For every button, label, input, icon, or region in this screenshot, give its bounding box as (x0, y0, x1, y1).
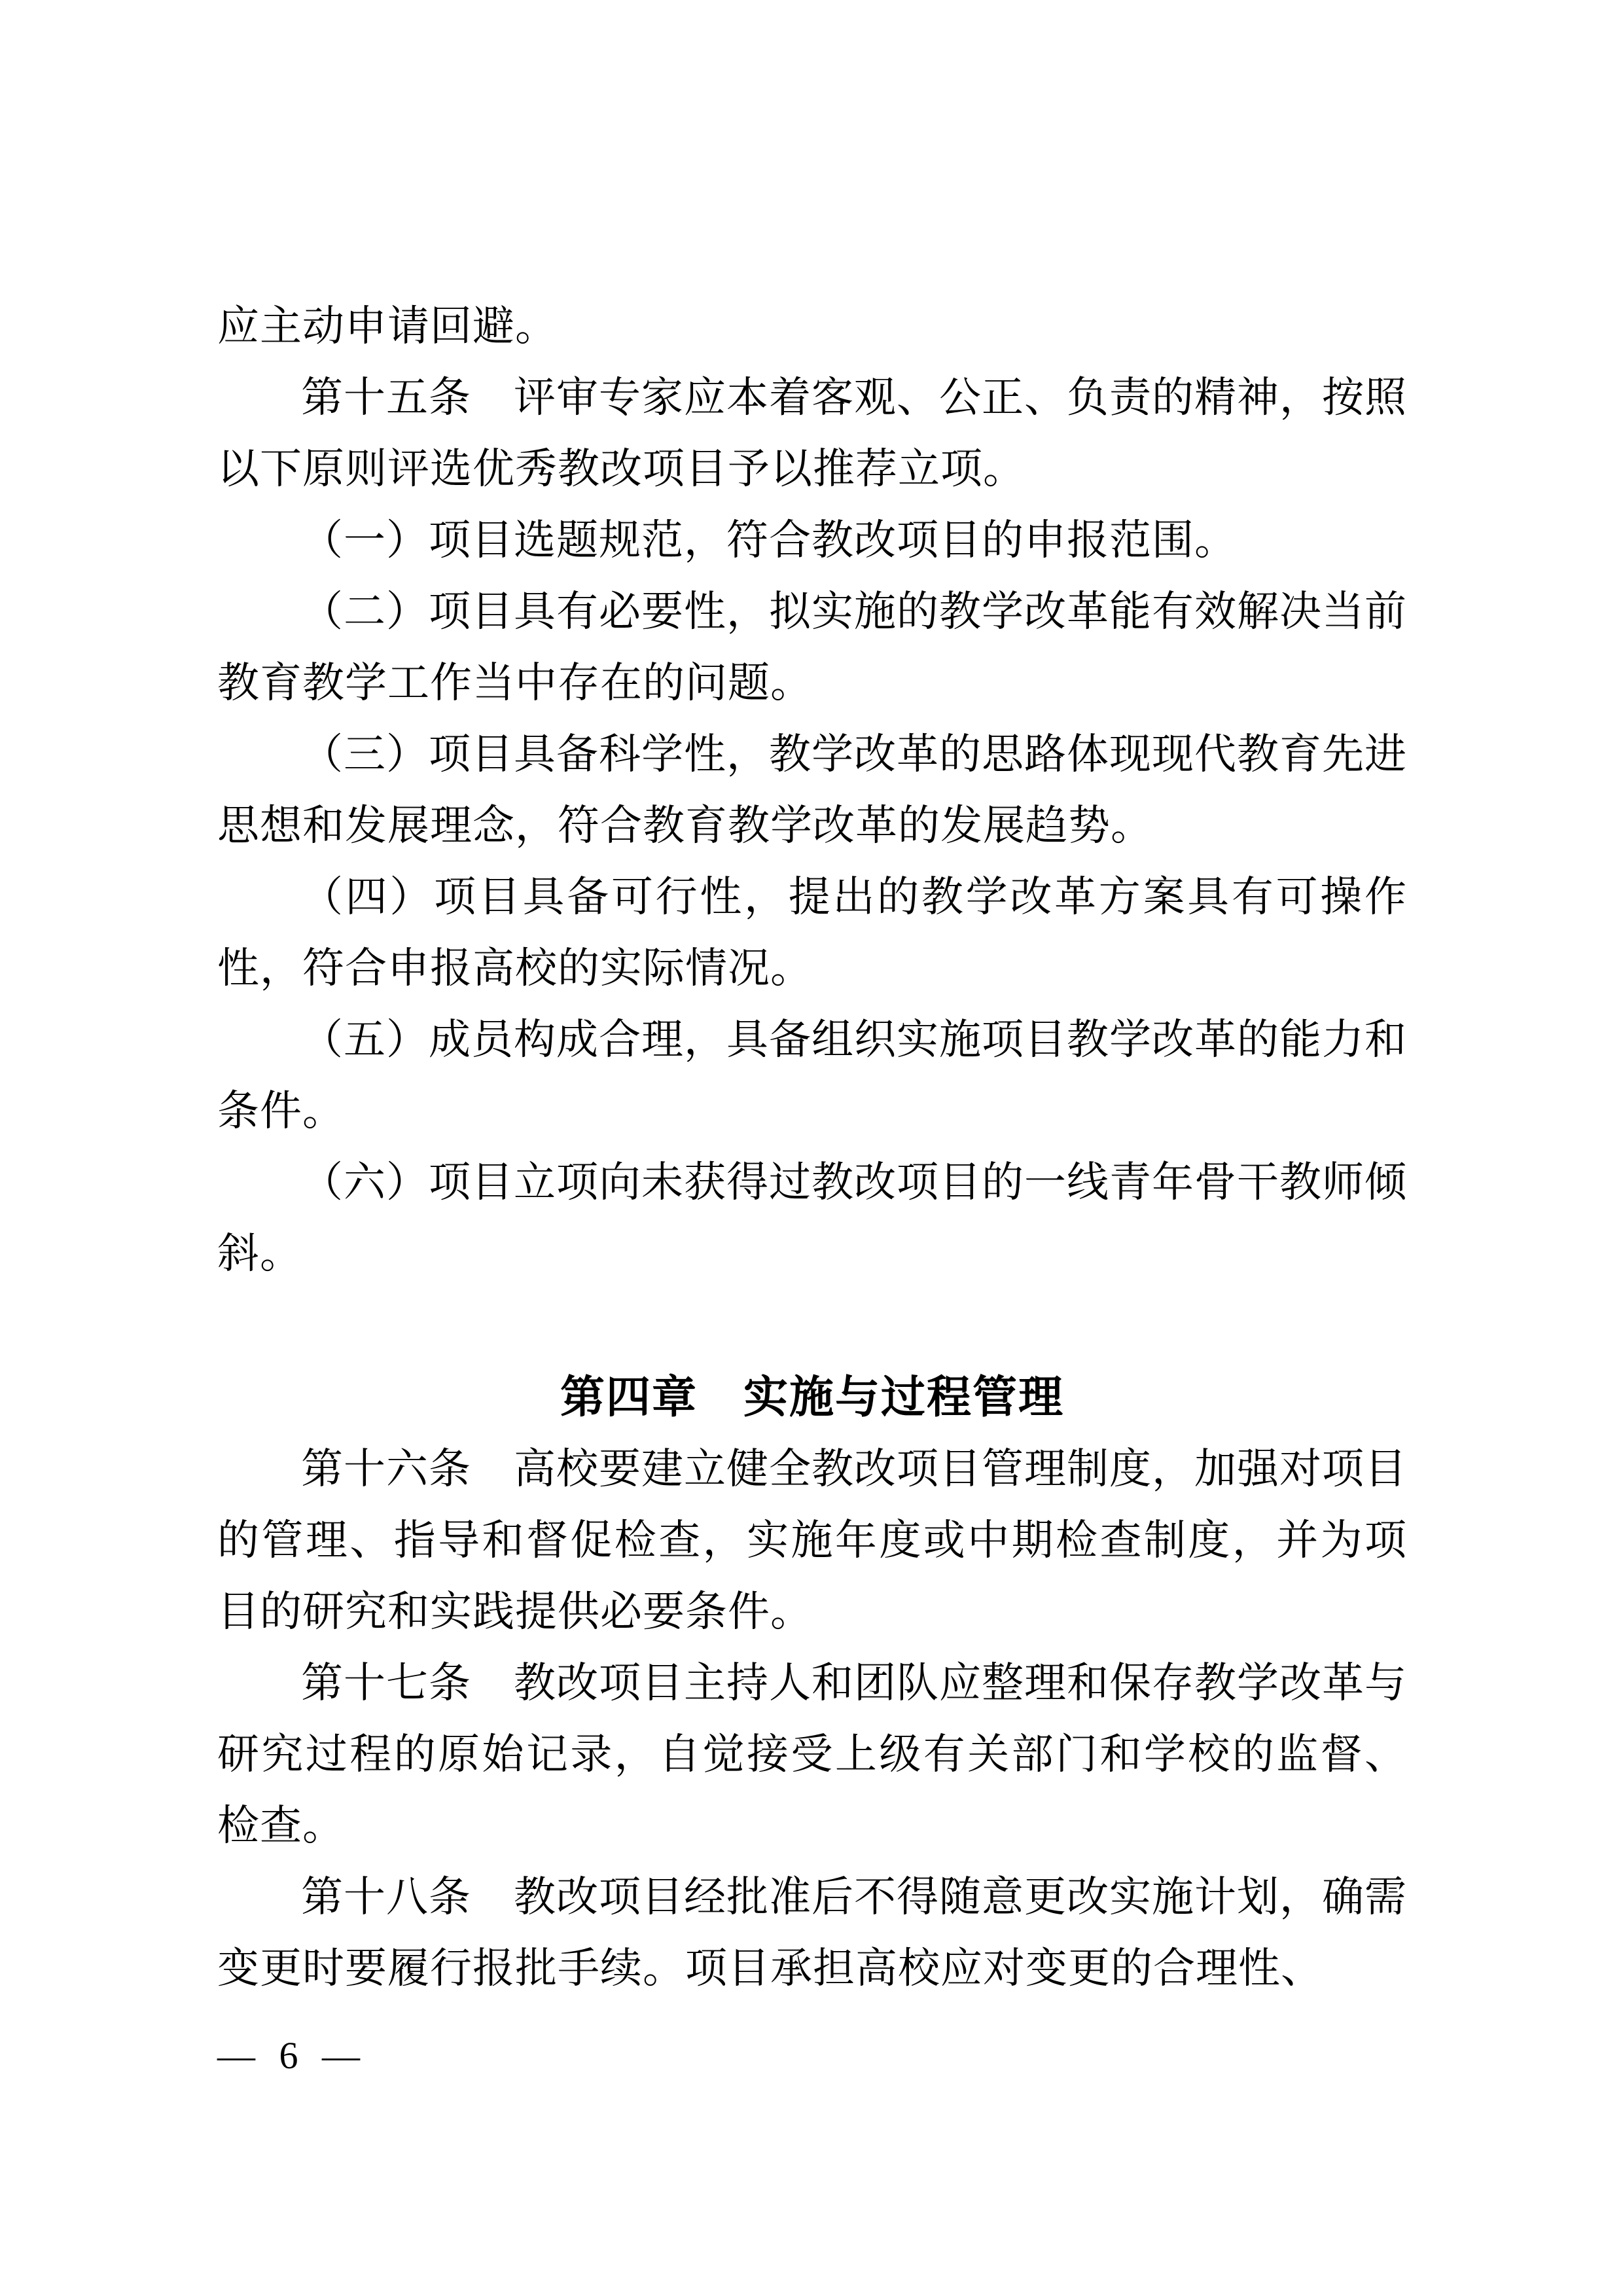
paragraph: 第十八条 教改项目经批准后不得随意更改实施计划，确需变更时要履行报批手续。项目承担高校应对变更的合理性、 (217, 1874, 1407, 1992)
paragraph: （五）成员构成合理，具备组织实施项目教学改革的能力和条件。 (217, 1016, 1407, 1134)
paragraph: （四）项目具备可行性，提出的教学改革方案具有可操作性，符合申报高校的实际情况。 (217, 874, 1407, 992)
chapter-heading: 第四章 实施与过程管理 (560, 1372, 1064, 1422)
paragraph: 第十七条 教改项目主持人和团队应整理和保存教学改革与研究过程的原始记录，自觉接受上级有关部门和学校的监督、检查。 (217, 1660, 1407, 1849)
paragraph: （三）项目具备科学性，教学改革的思路体现现代教育先进思想和发展理念，符合教育教学改革的发展趋势。 (217, 731, 1407, 849)
paragraph: 应主动申请回避。 (217, 303, 558, 350)
paragraph: 第十六条 高校要建立健全教改项目管理制度，加强对项目的管理、指导和督促检查，实施年度或中期检查制度，并为项目的研究和实践提供必要条件。 (217, 1446, 1407, 1635)
paragraph: （一）项目选题规范，符合教改项目的申报范围。 (301, 517, 1237, 564)
document-body (217, 291, 1407, 2004)
paragraph: 第十五条 评审专家应本着客观、公正、负责的精神，按照以下原则评选优秀教改项目予以推荐立项。 (217, 374, 1407, 492)
page-number: — 6 — (217, 2034, 360, 2077)
paragraph: （六）项目立项向未获得过教改项目的一线青年骨干教师倾斜。 (217, 1159, 1407, 1277)
paragraph: （二）项目具有必要性，拟实施的教学改革能有效解决当前教育教学工作当中存在的问题。 (217, 588, 1407, 706)
